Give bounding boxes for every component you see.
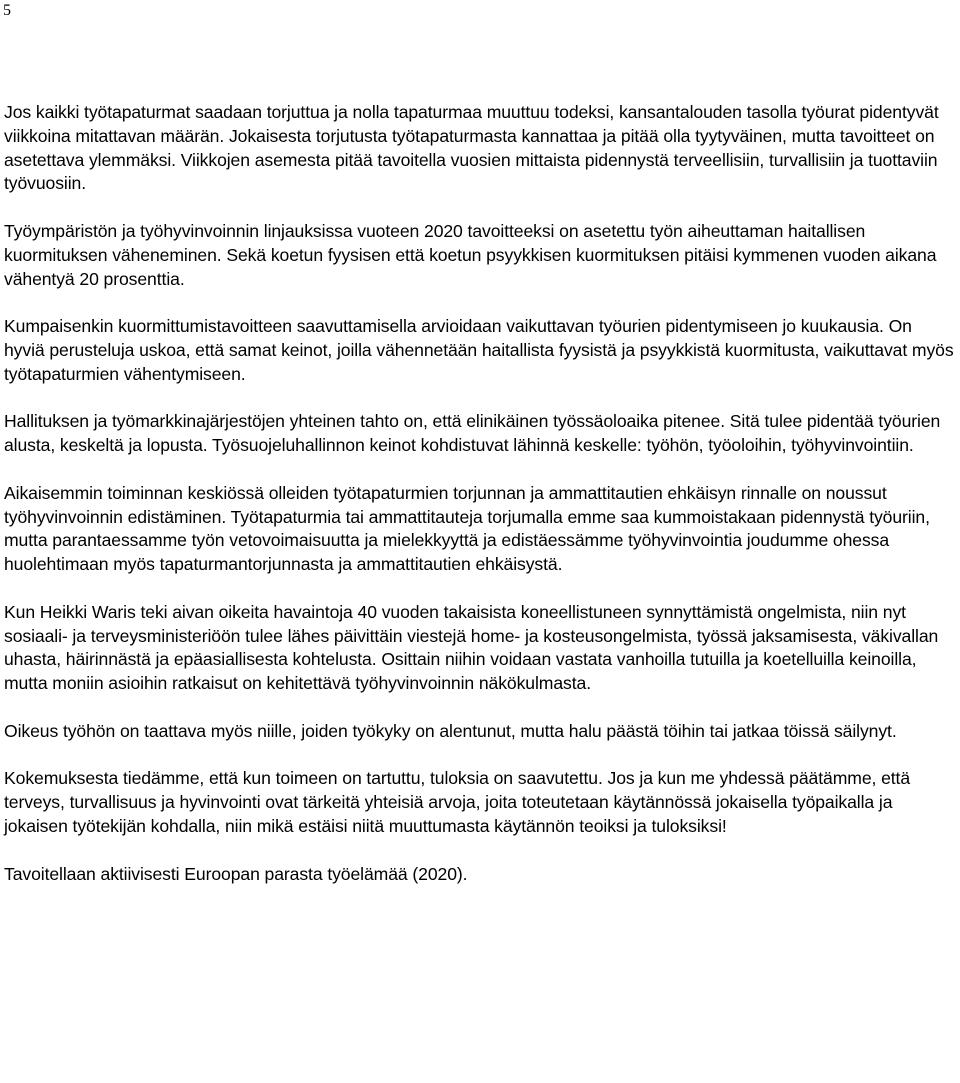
paragraph: Oikeus työhön on taattava myös niille, joiden työkyky on alentunut, mutta halu päästä töihin tai jatkaa töissä säilynyt. bbox=[4, 720, 897, 741]
paragraph: Kokemuksesta tiedämme, että kun toimeen on tartuttu, tuloksia on saavutettu. Jos ja kun me yhdessä päätämme, että terveys, turvallisuus ja hyvinvointi ovat tärkeitä yhteisiä arvoja, joita toteutetaan käytännössä jokaisella työpaikalla ja jokaisen työtekijän kohdalla, niin mikä estäisi niitä muuttumasta käytännön teoiksi ja tuloksiksi! bbox=[4, 768, 911, 836]
paragraph: Aikaisemmin toiminnan keskiössä olleiden työtapaturmien torjunnan ja ammattitautien ehkäisyn rinnalle on noussut työhyvinvoinnin edistäminen. Työtapaturmia tai ammattitauteja torjumalla emme saa kummoistakaan pidennystä työuriin, mutta parantaessamme työn vetovoimaisuutta ja mielekkyyttä ja edistäessämme työhyvinvointia joudumme ohessa huolehtimaan myös tapaturmantorjunnasta ja ammattitautien ehkäisystä. bbox=[4, 482, 930, 575]
paragraph: Jos kaikki työtapaturmat saadaan torjuttua ja nolla tapaturmaa muuttuu todeksi, kansantalouden tasolla työurat pidentyvät viikkoina mitattavan määrän. Jokaisesta torjutusta työtapaturmasta kannattaa ja pitää olla tyytyväinen, mutta tavoitteet on asetettava ylemmäksi. Viikkojen asemesta pitää tavoitella vuosien mittaista pidennystä terveellisiin, turvallisiin ja tuottaviin työvuosiin. bbox=[4, 102, 939, 194]
document-body bbox=[4, 101, 956, 886]
paragraph: Hallituksen ja työmarkkinajärjestöjen yhteinen tahto on, että elinikäinen työssäoloaika pitenee. Sitä tulee pidentää työurien alusta, keskeltä ja lopusta. Työsuojeluhallinnon keinot kohdistuvat lähinnä keskelle: työhön, työoloihin, työhyvinvointiin. bbox=[4, 411, 941, 456]
paragraph: Kun Heikki Waris teki aivan oikeita havaintoja 40 vuoden takaisista koneellistuneen synnyttämistä ongelmista, niin nyt sosiaali- ja terveysministeriöön tulee lähes päivittäin viestejä home- ja kosteusongelmista, työssä jaksamisesta, väkivallan uhasta, häirinnästä ja epäasiallisesta kohtelusta. Osittain niihin voidaan vastata vanhoilla tutuilla ja koetelluilla keinoilla, mutta moniin asioihin ratkaisut on kehitettävä työhyvinvoinnin näkökulmasta. bbox=[4, 601, 939, 694]
paragraph: Työympäristön ja työhyvinvoinnin linjauksissa vuoteen 2020 tavoitteeksi on asetettu työn aiheuttaman haitallisen kuormituksen väheneminen. Sekä koetun fyysisen että koetun psyykkisen kuormituksen pitäisi kymmenen vuoden aikana vähentyä 20 prosenttia. bbox=[4, 220, 937, 289]
page-number: 5 bbox=[3, 2, 11, 19]
paragraph: Kumpaisenkin kuormittumistavoitteen saavuttamisella arvioidaan vaikuttavan työurien pidentymiseen jo kuukausia. On hyviä perusteluja uskoa, että samat keinot, joilla vähennetään haitallista fyysistä ja psyykkistä kuormitusta, vaikuttavat myös työtapaturmien vähentymiseen. bbox=[4, 316, 954, 384]
paragraph: Tavoitellaan aktiivisesti Euroopan parasta työelämää (2020). bbox=[4, 863, 468, 884]
